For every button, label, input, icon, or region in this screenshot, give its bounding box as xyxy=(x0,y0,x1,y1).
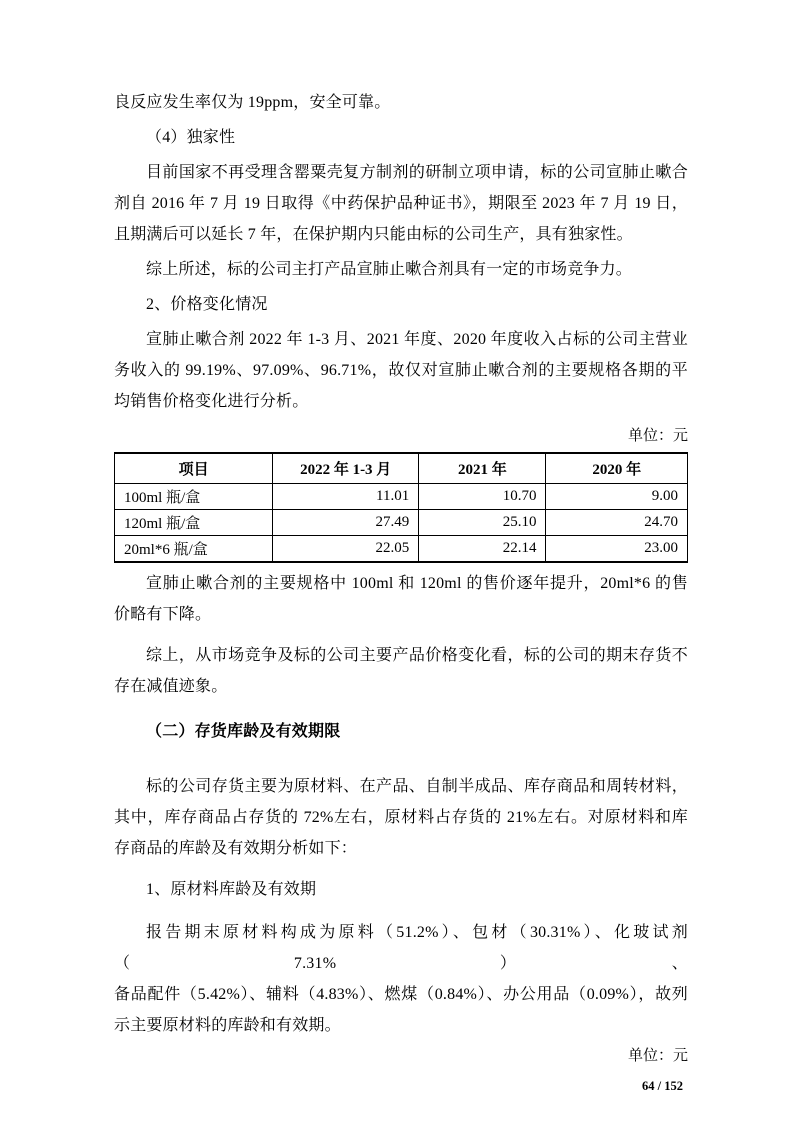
body-text-line: 报告期末原材料构成为原料（51.2%）、包材（30.31%）、化玻试剂（7.31%）、 xyxy=(114,924,688,972)
page-number: 64 / 152 xyxy=(642,1079,683,1093)
section-heading-text: （二）存货库龄及有效期限 xyxy=(146,723,341,740)
body-text-line: 目前国家不再受理含罂粟壳复方制剂的研制立项申请，标的公司宣肺止嗽合 xyxy=(146,164,688,181)
table-cell-value: 10.70 xyxy=(419,484,546,510)
heading-price xyxy=(114,289,688,320)
price-table xyxy=(114,452,688,563)
body-text-line: 备品配件（5.42%）、辅料（4.83%）、燃煤（0.84%）、办公用品（0.09%），故列 xyxy=(114,986,688,1003)
paragraph-price xyxy=(114,324,688,417)
body-text-line: 剂自 2016 年 7 月 19 日取得《中药保护品种证书》，期限至 2023 年 7 月 19 日， xyxy=(114,195,688,212)
table-cell-item: 20ml*6 瓶/盒 xyxy=(115,536,273,563)
paragraph-exclusive xyxy=(114,157,688,250)
body-text-line: 综上所述，标的公司主打产品宣肺止嗽合剂具有一定的市场竞争力。 xyxy=(146,261,633,278)
subheading-text: （4）独家性 xyxy=(146,129,236,146)
table-row xyxy=(115,510,688,536)
body-text-line: 存商品的库龄及有效期分析如下： xyxy=(114,840,358,857)
table-row xyxy=(115,536,688,563)
table-cell-value: 23.00 xyxy=(546,536,688,563)
body-text-line: 良反应发生率仅为 19ppm，安全可靠。 xyxy=(114,94,391,111)
table-cell-value: 25.10 xyxy=(419,510,546,536)
paragraph-spec xyxy=(114,568,688,630)
body-text-line: 均销售价格变化进行分析。 xyxy=(114,393,309,410)
paragraph-summary xyxy=(114,254,688,285)
heading-raw-material xyxy=(114,874,688,905)
body-text-line: 综上，从市场竞争及标的公司主要产品价格变化看，标的公司的期末存货不 xyxy=(146,647,688,664)
body-text-line: 存在减值迹象。 xyxy=(114,678,228,695)
table-cell-value: 22.05 xyxy=(273,536,419,563)
unit-label-top: 单位：元 xyxy=(627,428,688,444)
table-header-item: 项目 xyxy=(115,453,273,484)
body-text-line: 宣肺止嗽合剂的主要规格中 100ml 和 120ml 的售价逐年提升，20ml*6 的售 xyxy=(146,575,688,592)
subheading-text: 1、原材料库龄及有效期 xyxy=(146,881,317,898)
paragraph-conclusion xyxy=(114,640,688,702)
paragraph-intro-tail xyxy=(114,87,688,118)
paragraph-raw-material xyxy=(114,917,688,1041)
table-header-2020: 2020 年 xyxy=(546,453,688,484)
body-text-line: 其中，库存商品占存货的 72%左右，原材料占存货的 21%左右。对原材料和库 xyxy=(114,809,688,826)
table-header-2022: 2022 年 1-3 月 xyxy=(273,453,419,484)
table-cell-value: 9.00 xyxy=(546,484,688,510)
subheading-text: 2、价格变化情况 xyxy=(146,296,268,313)
unit-label-bottom: 单位：元 xyxy=(627,1048,688,1064)
table-cell-item: 120ml 瓶/盒 xyxy=(115,510,273,536)
table-cell-value: 24.70 xyxy=(546,510,688,536)
table-header-2021: 2021 年 xyxy=(419,453,546,484)
body-text-line: 宣肺止嗽合剂 2022 年 1-3 月、2021 年度、2020 年度收入占标的公司主营业 xyxy=(146,331,688,348)
body-text-line: 示主要原材料的库龄和有效期。 xyxy=(114,1017,341,1034)
table-cell-value: 27.49 xyxy=(273,510,419,536)
body-text-line: 价略有下降。 xyxy=(114,606,212,623)
body-text-line: 且期满后可以延长 7 年，在保护期内只能由标的公司生产，具有独家性。 xyxy=(114,226,633,243)
body-text-line: 标的公司存货主要为原材料、在产品、自制半成品、库存商品和周转材料， xyxy=(146,778,688,795)
table-cell-value: 11.01 xyxy=(273,484,419,510)
table-row xyxy=(115,484,688,510)
paragraph-inventory xyxy=(114,771,688,864)
body-text-line: 务收入的 99.19%、97.09%、96.71%，故仅对宣肺止嗽合剂的主要规格各期的平 xyxy=(114,362,688,379)
table-cell-value: 22.14 xyxy=(419,536,546,563)
section-heading-inventory xyxy=(114,716,688,747)
table-header-row xyxy=(115,453,688,484)
heading-exclusive xyxy=(114,122,688,153)
table-cell-item: 100ml 瓶/盒 xyxy=(115,484,273,510)
